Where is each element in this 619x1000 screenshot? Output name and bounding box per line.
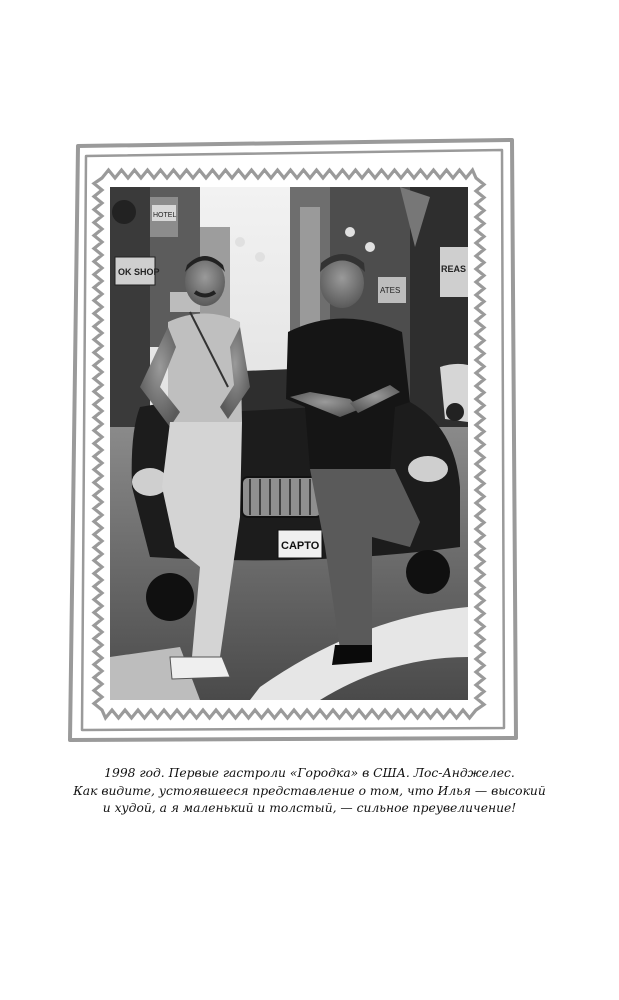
- caption-line: Как видите, устоявшееся представление о том, что Илья — высокий: [73, 783, 546, 798]
- store-sign: REAS: [441, 264, 467, 274]
- shop-sign: OK SHOP: [118, 267, 160, 277]
- photo-caption: [40, 765, 579, 818]
- caption-line: 1998 год. Первые гастроли «Городка» в США. Лос-Анджелес.: [104, 766, 515, 780]
- photograph: [110, 187, 468, 700]
- hotel-sign: HOTEL: [153, 212, 177, 219]
- license-plate: CAPTO: [281, 540, 320, 552]
- window-sign: ATES: [380, 286, 401, 295]
- caption-line: и худой, а я маленький и толстый, — сильное преувеличение!: [102, 801, 517, 815]
